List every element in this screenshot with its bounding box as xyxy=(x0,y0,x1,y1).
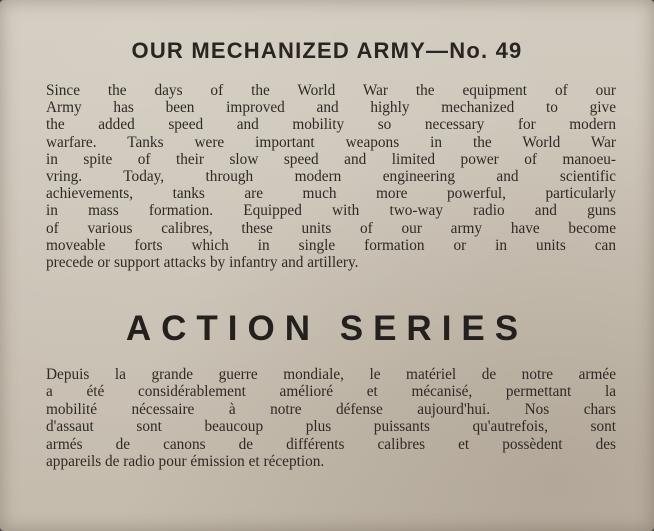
english-line: the added speed and mobility so necessary for modern xyxy=(46,116,616,134)
english-line: moveable forts which in single formation or in units can xyxy=(46,236,616,254)
english-line: in mass formation. Equipped with two-way radio and guns xyxy=(46,202,616,220)
english-description xyxy=(46,82,616,271)
french-line: appareils de radio pour émission et réception. xyxy=(46,453,325,471)
english-line: vring. Today, through modern engineering and scientific xyxy=(46,168,616,186)
english-line: achievements, tanks are much more powerful, particularly xyxy=(46,185,616,203)
card-title: OUR MECHANIZED ARMY—No. 49 xyxy=(131,38,523,63)
english-line: of various calibres, these units of our army have become xyxy=(46,219,616,237)
english-line: precede or support attacks by infantry and artillery. xyxy=(46,254,359,272)
french-line: armés de canons de différents calibres et possèdent des xyxy=(46,435,616,453)
french-description xyxy=(46,366,616,470)
english-line: warfare. Tanks were important weapons in the World War xyxy=(46,133,616,151)
english-line: Since the days of the World War the equipment of our xyxy=(46,82,616,99)
french-line: mobilité nécessaire à notre défense aujourd'hui. Nos chars xyxy=(46,400,616,418)
english-line: Army has been improved and highly mechanized to give xyxy=(46,99,616,117)
english-line: in spite of their slow speed and limited power of manoeu- xyxy=(46,150,616,168)
french-line: d'assaut sont beaucoup plus puissants qu'autrefois, sont xyxy=(46,418,616,436)
french-line: a été considérablement amélioré et mécanisé, permettant la xyxy=(46,383,616,401)
series-heading: ACTION SERIES xyxy=(125,309,529,348)
french-line: Depuis la grande guerre mondiale, le matériel de notre armée xyxy=(46,366,616,383)
